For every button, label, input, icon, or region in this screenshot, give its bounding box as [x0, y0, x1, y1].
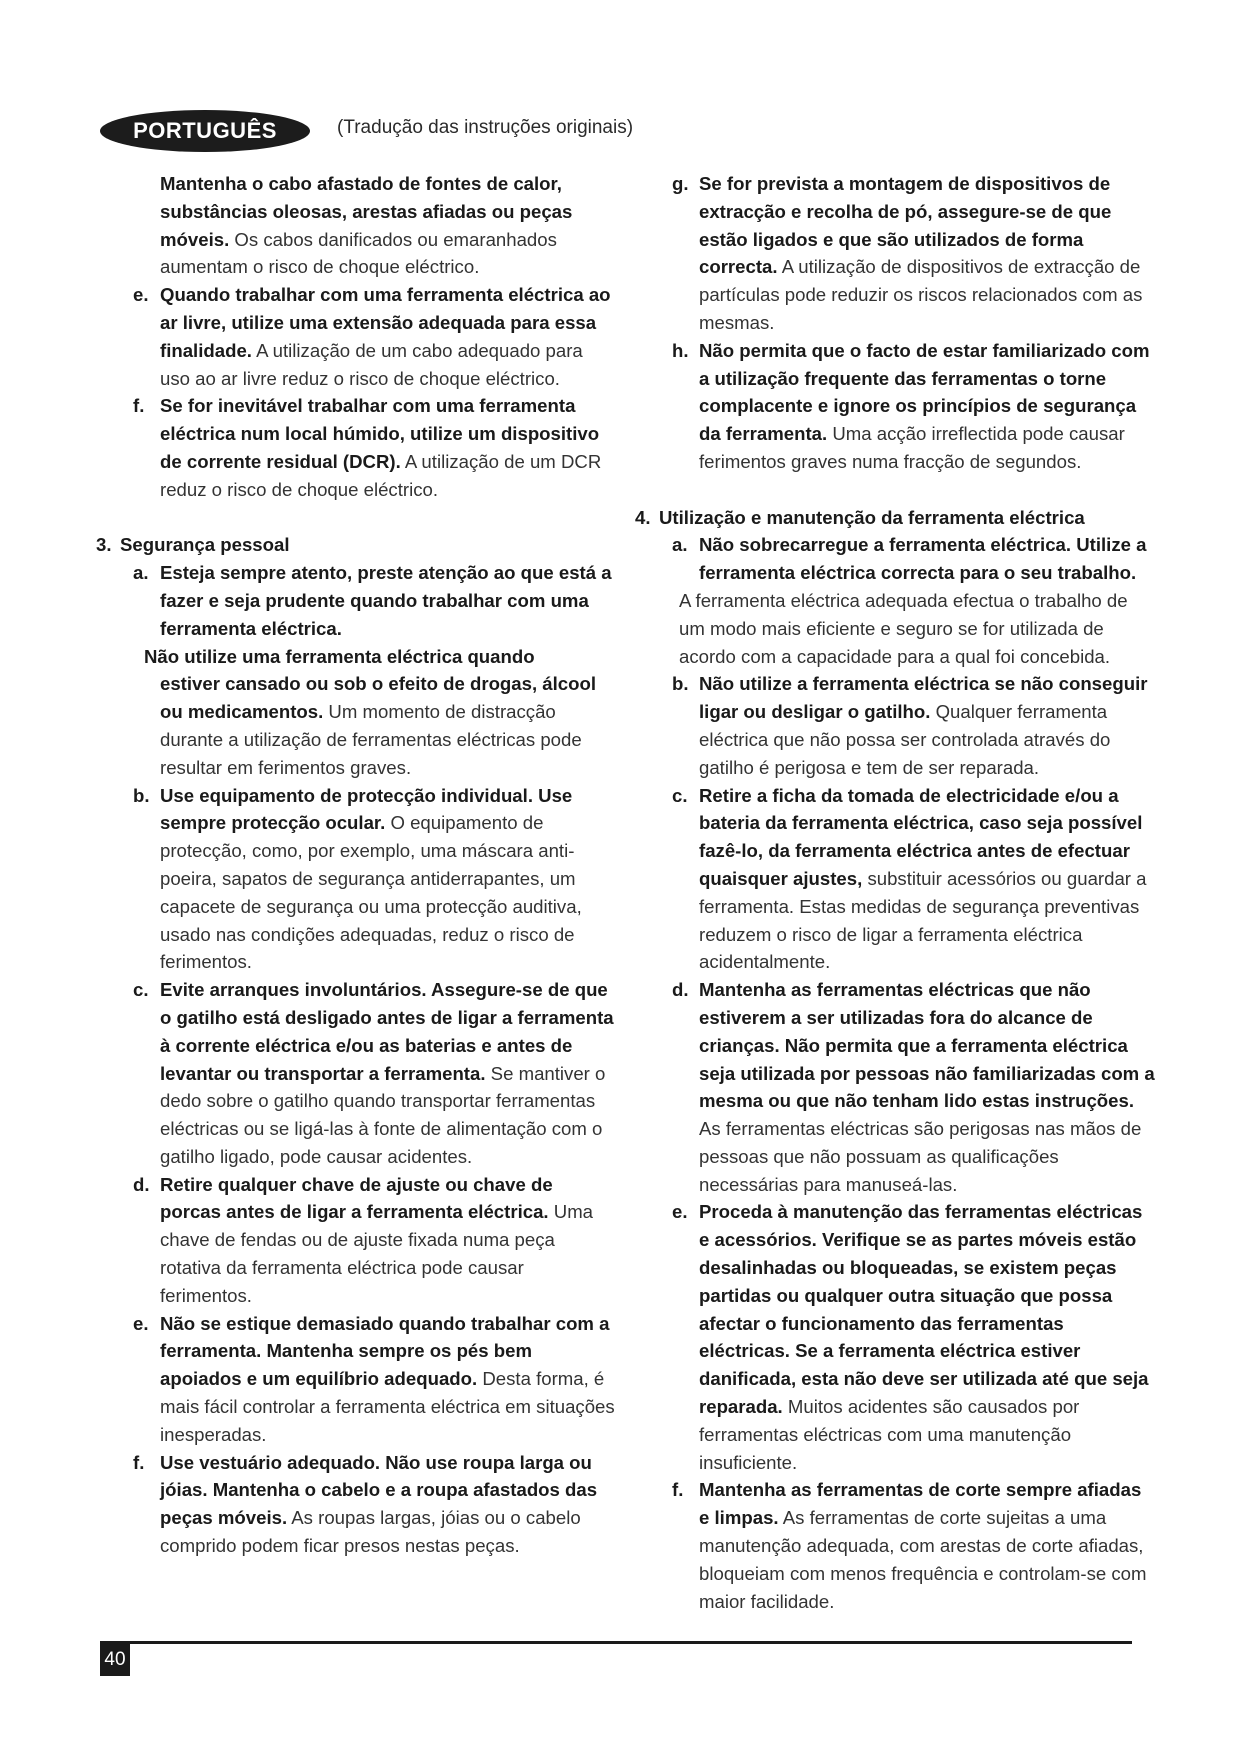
item-label: g. — [672, 173, 689, 194]
spacer — [96, 504, 616, 532]
section-4-heading — [635, 504, 1155, 532]
item-2e — [96, 281, 616, 392]
item-body-text: A utilização de um DCR reduz o risco de choque eléctrico. — [160, 450, 602, 500]
item-body-text: As roupas largas, jóias ou o cabelo comprido podem ficar presos nestas peças. — [160, 1507, 581, 1557]
item-3a-continuation-2 — [96, 670, 616, 781]
item-label: e. — [133, 1312, 149, 1334]
item-body-text: Uma acção irreflectida pode causar ferimentos graves numa fracção de segundos. — [699, 423, 1125, 472]
language-badge: PORTUGUÊS — [100, 110, 310, 152]
item-4a — [635, 531, 1155, 587]
item-body-text: Se mantiver o dedo sobre o gatilho quando transportar ferramentas eléctricas ou se ligá-las à fonte de alimentação com o gatilho ligado, pode causar acidentes. — [160, 1062, 606, 1167]
item-bold-text: Se for prevista a montagem de dispositivos de extracção e recolha de pó, assegure-se de que estão ligados e que são utilizados de forma correcta. — [699, 173, 1112, 278]
item-body-text: Qualquer ferramenta eléctrica que não possa ser controlada através do gatilho é perigosa e tem de ser reparada. — [699, 701, 1111, 778]
item-body-text: O equipamento de protecção, como, por exemplo, uma máscara anti-poeira, sapatos de segurança antiderrapantes, um capacete de segurança ou uma protecção auditiva, usado nas condições adequadas, reduz o risco de ferimentos. — [160, 812, 582, 973]
item-4e — [635, 1198, 1155, 1476]
item-3b — [96, 782, 616, 977]
item-3a-continuation — [96, 643, 616, 671]
item-3d — [96, 1171, 616, 1310]
item-3c — [96, 976, 616, 1171]
item-label: c. — [133, 979, 149, 1001]
item-bold-text: Mantenha as ferramentas eléctricas que não estiverem a ser utilizadas fora do alcance de crianças. Não permita que a ferramenta eléctrica seja utilizada por pessoas não familiarizadas com a mesma ou que não tenham lido estas instruções. — [699, 979, 1155, 1112]
item-bold-text: Use equipamento de protecção individual. Use sempre protecção ocular. — [160, 784, 573, 834]
item-label: e. — [672, 1201, 688, 1223]
item-body-text: Os cabos danificados ou emaranhados aumentam o risco de choque eléctrico. — [160, 228, 557, 278]
item-label: f. — [133, 1451, 145, 1473]
item-4a-note — [635, 587, 1155, 670]
item-bold-text: Mantenha as ferramentas de corte sempre afiadas e limpas. — [699, 1479, 1142, 1529]
spacer — [635, 476, 1155, 504]
item-label: d. — [672, 979, 689, 1001]
right-column — [635, 170, 1155, 1615]
item-label: b. — [672, 673, 689, 695]
item-body-text: A utilização de um cabo adequado para uso ao ar livre reduz o risco de choque eléctrico. — [160, 339, 583, 389]
item-bold-text: estiver cansado ou sob o efeito de drogas, álcool ou medicamentos. — [160, 673, 597, 723]
item-4f — [635, 1476, 1155, 1615]
item-bold-text: Esteja sempre atento, preste atenção ao que está a fazer e seja prudente quando trabalhar com uma ferramenta eléctrica. — [160, 562, 612, 639]
item-body-text: Uma chave de fendas ou de ajuste fixada numa peça rotativa da ferramenta eléctrica pode causar ferimentos. — [160, 1201, 594, 1306]
item-label: d. — [133, 1173, 150, 1195]
item-bold-text: Proceda à manutenção das ferramentas eléctricas e acessórios. Verifique se as partes móveis estão desalinhadas ou bloqueadas, se existem peças partidas ou qualquer outra situação que possa afectar o funcionamento das ferramentas eléctricas. Se a ferramenta eléctrica estiver danificada, esta não deve ser utilizada até que seja reparada. — [699, 1201, 1149, 1418]
footer-divider — [100, 1641, 1132, 1644]
page-number: 40 — [100, 1644, 130, 1676]
item-2g — [635, 170, 1155, 337]
item-body-text: substituir acessórios ou guardar a ferramenta. Estas medidas de segurança preventivas reduzem o risco de ligar a ferramenta eléctrica acidentalmente. — [699, 867, 1147, 973]
item-bold-text: Retire qualquer chave de ajuste ou chave de porcas antes de ligar a ferramenta eléctrica. — [160, 1173, 553, 1223]
item-3a — [96, 559, 616, 642]
item-4b — [635, 670, 1155, 781]
item-3e — [96, 1310, 616, 1449]
left-column — [96, 170, 616, 1560]
item-label: b. — [133, 784, 150, 806]
item-label: c. — [672, 784, 688, 806]
item-label: a. — [672, 534, 688, 556]
item-body-text: Muitos acidentes são causados por ferramentas eléctricas com uma manutenção insuficiente. — [699, 1396, 1080, 1473]
section-number: 3. — [96, 534, 112, 556]
item-label: a. — [133, 562, 149, 584]
item-bold-text: Evite arranques involuntários. Assegure-se de que o gatilho está desligado antes de ligar a ferramenta à corrente eléctrica e/ou as baterias e antes de levantar ou transportar a ferramenta. — [160, 979, 614, 1084]
item-bold-text: Quando trabalhar com uma ferramenta eléctrica ao ar livre, utilize uma extensão adequada para essa finalidade. — [160, 284, 611, 361]
item-bold-text: Mantenha o cabo afastado de fontes de calor, substâncias oleosas, arestas afiadas ou peças móveis. — [160, 173, 573, 250]
item-body-text: As ferramentas de corte sujeitas a uma manutenção adequada, com arestas de corte afiadas, bloqueiam com menos frequência e controlam-se com maior facilidade. — [699, 1507, 1147, 1612]
section-title: Utilização e manutenção da ferramenta eléctrica — [659, 506, 1085, 528]
translation-subtitle: (Tradução das instruções originais) — [337, 117, 634, 138]
item-bold-text: Use vestuário adequado. Não use roupa larga ou jóias. Mantenha o cabelo e a roupa afastados das peças móveis. — [160, 1451, 598, 1529]
item-bold-text: Não se estique demasiado quando trabalhar com a ferramenta. Mantenha sempre os pés bem apoiados e um equilíbrio adequado. — [160, 1312, 610, 1390]
item-label: f. — [133, 395, 145, 417]
item-4d — [635, 976, 1155, 1198]
item-label: e. — [133, 284, 149, 306]
item-body-text: A ferramenta eléctrica adequada efectua o trabalho de um modo mais eficiente e seguro se for utilizada de acordo com a capacidade para a qual foi concebida. — [679, 589, 1128, 667]
item-bold-text: Não utilize uma ferramenta eléctrica quando — [144, 645, 535, 667]
item-body-text: Desta forma, é mais fácil controlar a ferramenta eléctrica em situações inesperadas. — [160, 1368, 615, 1445]
section-number: 4. — [635, 506, 651, 528]
item-3f — [96, 1449, 616, 1560]
item-label: h. — [672, 339, 689, 361]
section-title: Segurança pessoal — [120, 534, 290, 556]
item-bold-text: Se for inevitável trabalhar com uma ferramenta eléctrica num local húmido, utilize um dispositivo de corrente residual (DCR). — [160, 395, 600, 472]
item-bold-text: Não permita que o facto de estar familiarizado com a utilização frequente das ferramentas o torne complacente e ignore os princípios de segurança da ferramenta. — [699, 339, 1150, 445]
item-2h — [635, 337, 1155, 476]
section-3-heading — [96, 531, 616, 559]
item-body-text: Um momento de distracção durante a utilização de ferramentas eléctricas pode resultar em ferimentos graves. — [160, 701, 582, 778]
item-cable-continuation — [96, 170, 616, 281]
item-label: f. — [672, 1479, 684, 1501]
item-bold-text: Não utilize a ferramenta eléctrica se não conseguir ligar ou desligar o gatilho. — [699, 673, 1148, 723]
item-bold-text: Retire a ficha da tomada de electricidade e/ou a bateria da ferramenta eléctrica, caso seja possível fazê-lo, da ferramenta eléctrica antes de efectuar quaisquer ajustes, — [699, 784, 1143, 889]
item-4c — [635, 782, 1155, 977]
item-body-text: As ferramentas eléctricas são perigosas nas mãos de pessoas que não possuam as qualificações necessárias para manuseá-las. — [699, 1118, 1142, 1195]
item-body-text: A utilização de dispositivos de extracção de partículas pode reduzir os riscos relacionados com as mesmas. — [699, 256, 1143, 333]
item-2f — [96, 392, 616, 503]
item-bold-text: Não sobrecarregue a ferramenta eléctrica. Utilize a ferramenta eléctrica correcta para o seu trabalho. — [699, 534, 1147, 584]
